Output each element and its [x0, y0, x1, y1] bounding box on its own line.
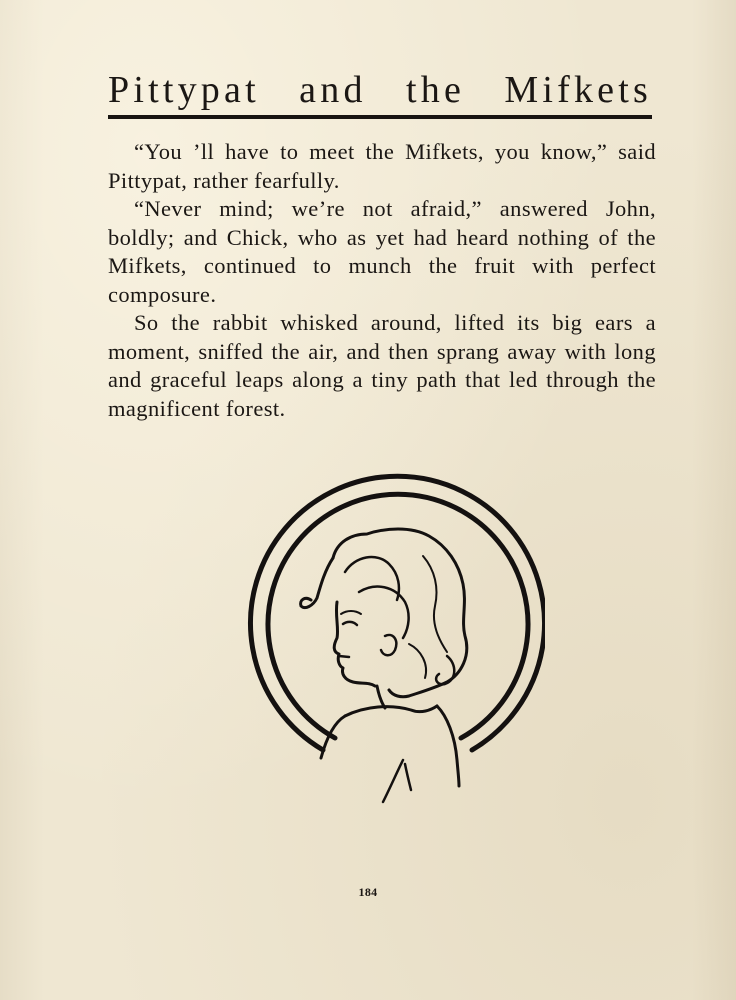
page-header [108, 64, 652, 122]
shoulder-right [437, 706, 459, 786]
eyebrow [341, 611, 361, 614]
ear [381, 635, 396, 655]
collar [345, 706, 437, 716]
dress-fold [383, 760, 411, 802]
paragraph-2: “Never mind; we’re not afraid,” answered John, boldly; and Chick, who as yet had heard nothing of the Mifkets, continued to munch the fruit with perfect composure. [108, 196, 656, 307]
eye [343, 622, 357, 625]
hair-strand-3 [423, 556, 447, 652]
child-portrait-illustration [225, 460, 545, 815]
mouth [339, 656, 349, 657]
paragraph-1: “You ’ll have to meet the Mifkets, you know,” said Pittypat, rather fearfully. [108, 139, 656, 193]
body-text [108, 138, 656, 423]
neck [377, 686, 385, 708]
hair-front-curl [301, 558, 333, 608]
hair-strand-2 [359, 587, 409, 638]
child-portrait-drawing [225, 460, 545, 815]
hair-strand-1 [345, 557, 399, 600]
page-number: 184 [358, 885, 378, 899]
header-rule [108, 115, 652, 119]
inner-ring [268, 494, 528, 738]
hair-outline [333, 529, 467, 697]
running-title: Pittypat and the Mifkets [108, 69, 652, 111]
hair-strand-4 [409, 644, 426, 678]
outer-ring [250, 476, 544, 750]
paragraph-3: So the rabbit whisked around, lifted its big ears a moment, sniffed the air, and then sprang away with long and graceful leaps along a tiny path that led through the magnificent forest. [108, 310, 656, 421]
hair-curl-back [436, 656, 454, 684]
